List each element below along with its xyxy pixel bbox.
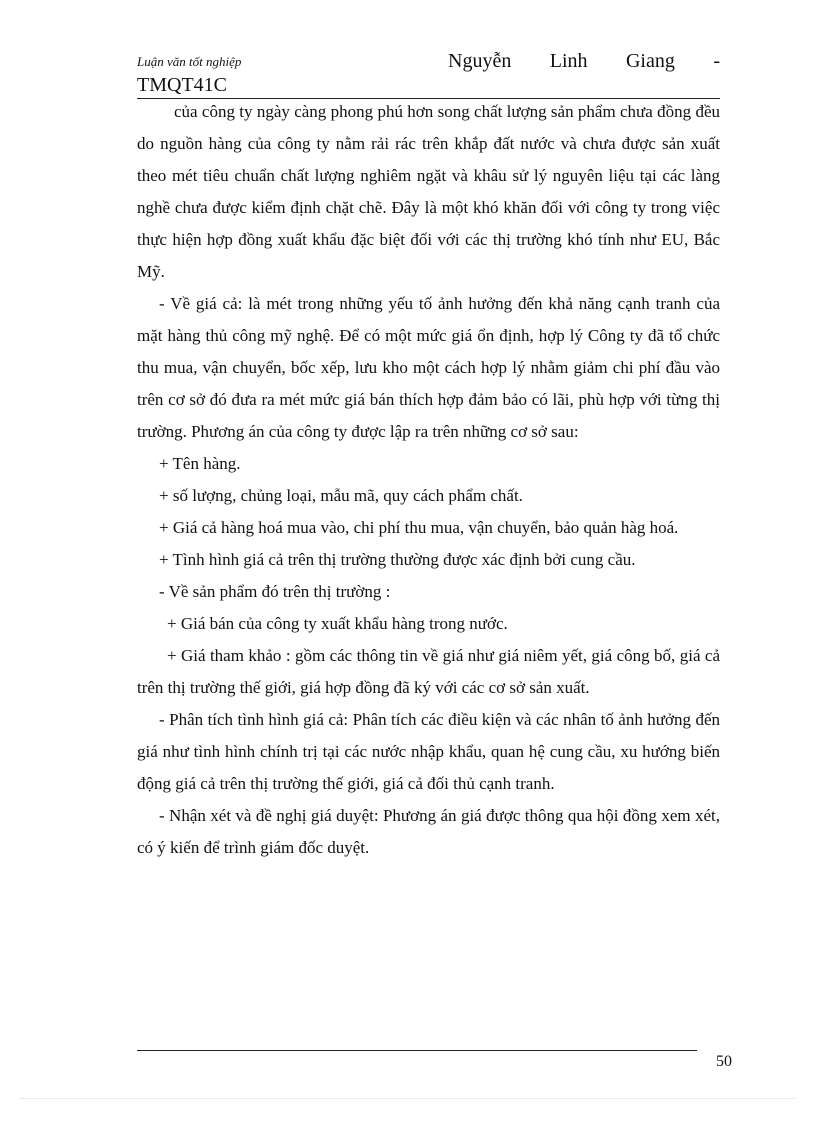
paragraph: - Phân tích tình hình giá cả: Phân tích các điều kiện và các nhân tố ảnh hưởng đến giá như tình hình chính trị tại các nước nhập khẩu, quan hệ cung cầu, xu hướng biến động giá cả trên thị trường thế giới, giá cả đối thủ cạnh tranh. [137,710,720,793]
header-author-word: Giang [625,50,675,72]
paragraph: - Nhận xét và đề nghị giá duyệt: Phương án giá được thông qua hội đồng xem xét, có ý kiến để trình giám đốc duyệt. [137,806,720,857]
paragraph: - Về sản phẩm đó trên thị trường : [159,582,391,601]
paragraph: - Về giá cả: là mét trong những yếu tố ảnh hưởng đến khả năng cạnh tranh của mặt hàng thủ công mỹ nghệ. Để có một mức giá ổn định, hợp lý Công ty đã tổ chức thu mua, vận chuyển, bốc xếp, lưu kho một cách hợp lý nhằm giảm chi phí đầu vào trên cơ sở đó đưa ra mét mức giá bán thích hợp đảm bảo có lãi, phù hợp với từng thị trường. Phương án của công ty được lập ra trên những cơ sở sau: [137,294,720,441]
list-item: + số lượng, chủng loại, mẫu mã, quy cách phẩm chất. [159,486,523,505]
list-item: + Giá cả hàng hoá mua vào, chi phí thu mua, vận chuyển, bảo quản hàg hoá. [159,518,679,537]
paragraph: của công ty ngày càng phong phú hơn song chất lượng sản phẩm chưa đồng đều do nguồn hàng của công ty nằm rải rác trên khắp đất nước và chưa được sản xuất theo mét tiêu chuẩn chất lượng nghiêm ngặt và khâu sử lý nguyên liệu tại các làng nghề chưa được kiểm định chặt chẽ. Đây là một khó khăn đối với công ty trong việc thực hiện hợp đồng xuất khẩu đặc biệt đối với các thị trường khó tính như EU, Bắc Mỹ. [137,102,720,281]
header-class-code: TMQT41C [137,74,227,96]
list-item: + Giá bán của công ty xuất khẩu hàng trong nước. [167,614,508,633]
page-bottom-border [20,1098,796,1099]
header-author-word: Linh [549,50,588,72]
page-number: 50 [716,1053,732,1070]
header-author-word: Nguyễn [448,50,512,72]
footer-divider [137,1050,697,1051]
list-item: + Tình hình giá cả trên thị trường thường được xác định bởi cung cầu. [159,550,636,569]
body-text [137,96,720,864]
header-thesis-label: Luận văn tốt nghiệp [137,54,242,69]
header-author-word: - [713,50,720,72]
list-item: + Tên hàng. [159,454,241,473]
header-author [448,48,720,74]
list-item: + Giá tham khảo : gồm các thông tin về giá như giá niêm yết, giá công bố, giá cả trên thị trường thế giới, giá hợp đồng đã ký với các cơ sở sản xuất. [137,646,720,697]
